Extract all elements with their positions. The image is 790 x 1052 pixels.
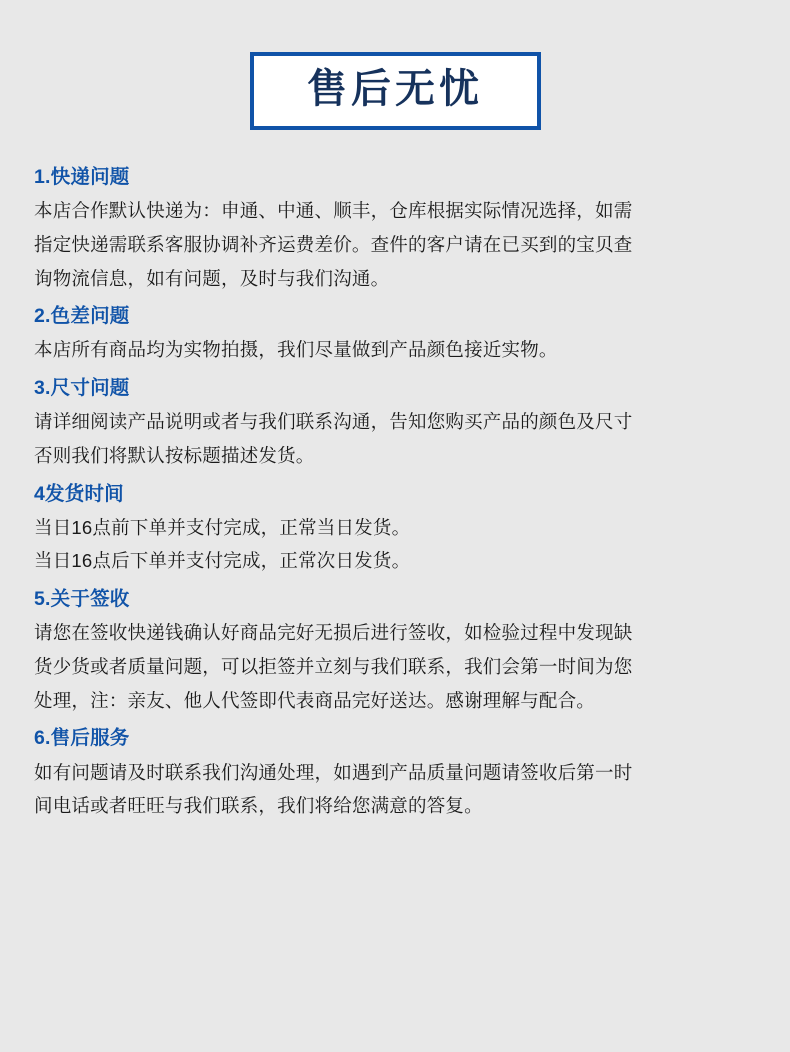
section-heading: 6.售后服务: [34, 727, 130, 750]
section-body: [34, 616, 756, 717]
section-heading: 3.尺寸问题: [34, 377, 130, 400]
title-banner: [34, 0, 756, 130]
body-line: 指定快递需联系客服协调补齐运费差价。查件的客户请在已买到的宝贝查: [34, 233, 633, 255]
body-line: 当日16点前下单并支付完成，正常当日发货。: [34, 516, 411, 538]
section-body: [34, 511, 756, 578]
section-color-difference: [34, 301, 756, 367]
section-heading: 2.色差问题: [34, 305, 130, 328]
body-line: 货少货或者质量问题，可以拒签并立刻与我们联系，我们会第一时间为您: [34, 656, 633, 677]
section-receiving: [34, 584, 756, 717]
section-body: [34, 405, 756, 472]
body-line: 处理，注：亲友、他人代签即代表商品完好送达。感谢理解与配合。: [34, 689, 596, 711]
body-line: 如有问题请及时联系我们沟通处理，如遇到产品质量问题请签收后第一时: [34, 761, 633, 783]
section-shipping-time: [34, 479, 756, 579]
page-title: 售后无忧: [307, 66, 483, 112]
body-line: 询物流信息，如有问题，及时与我们沟通。: [34, 267, 390, 289]
section-body: [34, 333, 756, 367]
body-line: 请详细阅读产品说明或者与我们联系沟通，告知您购买产品的颜色及尺寸: [34, 411, 633, 433]
body-line: 当日16点后下单并支付完成，正常次日发货。: [34, 550, 411, 572]
sections-container: [34, 130, 756, 823]
section-express: [34, 162, 756, 295]
section-heading: 5.关于签收: [34, 588, 130, 611]
body-line: 间电话或者旺旺与我们联系，我们将给您满意的答复。: [34, 795, 483, 817]
section-body: [34, 756, 756, 823]
section-heading: 1.快递问题: [34, 166, 130, 188]
title-box: [250, 52, 541, 130]
body-line: 否则我们将默认按标题描述发货。: [34, 444, 315, 466]
body-line: 本店所有商品均为实物拍摄，我们尽量做到产品颜色接近实物。: [34, 339, 558, 361]
section-size: [34, 373, 756, 473]
body-line: 请您在签收快递钱确认好商品完好无损后进行签收，如检验过程中发现缺: [34, 622, 633, 644]
section-heading: 4发货时间: [34, 482, 124, 505]
body-line: 本店合作默认快递为：申通、中通、顺丰，仓库根据实际情况选择，如需: [34, 200, 633, 222]
section-after-sales-service: [34, 723, 756, 823]
section-body: [34, 194, 756, 295]
